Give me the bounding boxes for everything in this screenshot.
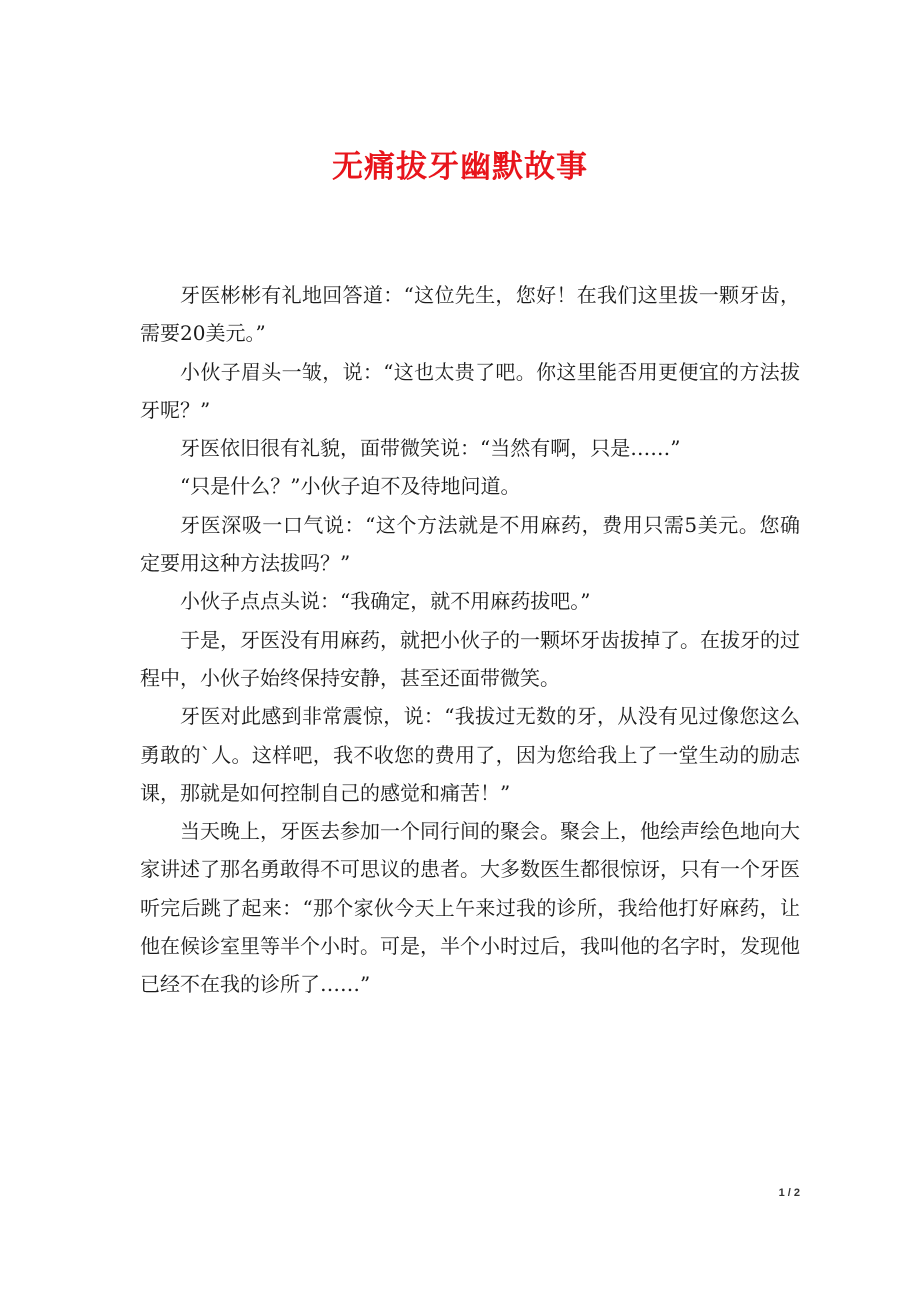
paragraph: 小伙子点点头说：“我确定，就不用麻药拔吧。” [180,589,591,614]
paragraph: “只是什么？”小伙子迫不及待地问道。 [180,474,521,499]
paragraph: 牙医依旧很有礼貌，面带微笑说：“当然有啊，只是……” [180,436,681,461]
paragraph: 牙医彬彬有礼地回答道：“这位先生，您好！在我们这里拔一颗牙齿，需要20美元。” [140,283,800,346]
page-number: 1 / 2 [778,1187,800,1199]
paragraph: 当天晚上，牙医去参加一个同行间的聚会。聚会上，他绘声绘色地向大家讲述了那名勇敢得不可思议的患者。大多数医生都很惊讶，只有一个牙医听完后跳了起来：“那个家伙今天上午来过我的诊所，我给他打好麻药，让他在候诊室里等半个小时。可是，半个小时过后，我叫他的名字时，发现他已经不在我的诊所了……” [140,819,800,997]
paragraph: 小伙子眉头一皱，说：“这也太贵了吧。你这里能否用更便宜的方法拔牙呢？” [140,359,800,422]
paragraph: 于是，牙医没有用麻药，就把小伙子的一颗坏牙齿拔掉了。在拔牙的过程中，小伙子始终保持安静，甚至还面带微笑。 [140,627,800,690]
document-title: 无痛拔牙幽默故事 [332,149,588,185]
paragraph: 牙医深吸一口气说：“这个方法就是不用麻药，费用只需5美元。您确定要用这种方法拔吗？” [140,512,800,576]
paragraph: 牙医对此感到非常震惊，说：“我拔过无数的牙，从没有见过像您这么勇敢的`人。这样吧，我不收您的费用了，因为您给我上了一堂生动的励志课，那就是如何控制自己的感觉和痛苦！” [140,704,800,805]
document-body [140,276,800,1004]
